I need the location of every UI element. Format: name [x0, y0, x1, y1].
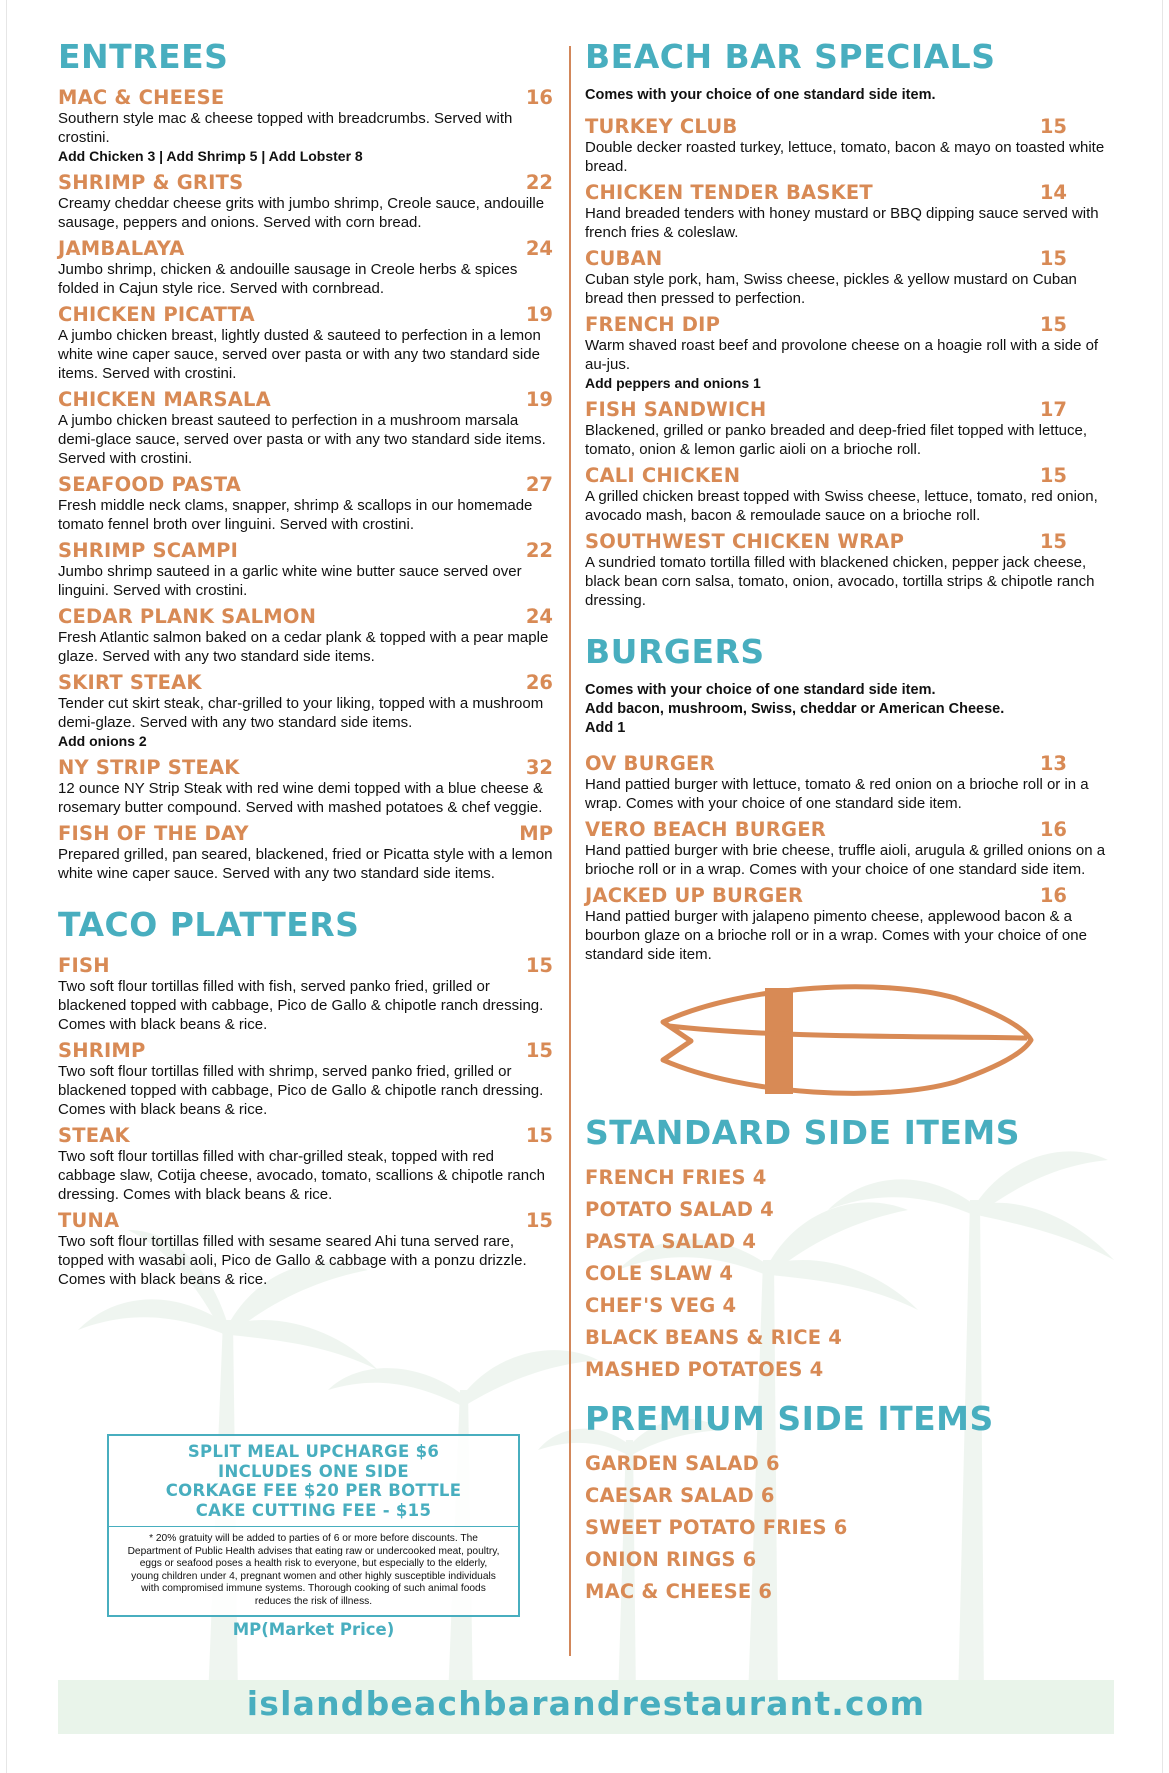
menu-item-price: 24 [525, 236, 553, 260]
menu-item-addon: Add Chicken 3 | Add Shrimp 5 | Add Lobster 8 [58, 147, 363, 164]
menu-item-description: Prepared grilled, pan seared, blackened, fried or Picatta style with a lemon white wine caper sauce. Served with any two standard side items. [58, 845, 553, 882]
menu-item-price: 15 [525, 1123, 553, 1147]
burgers-list [585, 752, 1115, 964]
menu-item-price: 22 [525, 538, 553, 562]
side-item: CHEF'S VEG 4 [585, 1293, 737, 1317]
beach-bar-title: BEACH BAR SPECIALS [585, 37, 996, 76]
menu-item-price: 16 [525, 85, 553, 109]
menu-item-name: SHRIMP SCAMPI [58, 538, 239, 562]
menu-item-header [585, 818, 1115, 841]
menu-item [58, 86, 555, 166]
menu-item-price: 15 [1039, 312, 1067, 336]
menu-item-name: FRENCH DIP [585, 312, 721, 336]
menu-item-description: Warm shaved roast beef and provolone cheese on a hoagie roll with a side of au-jus. [585, 336, 1099, 373]
side-item: POTATO SALAD 4 [585, 1197, 774, 1221]
side-item: GARDEN SALAD 6 [585, 1451, 780, 1475]
menu-item-description: A jumbo chicken breast, lightly dusted & sauteed to perfection in a lemon white wine caper sauce, served over pasta or with any two standard side items. Served with crostini. [58, 326, 541, 382]
menu-item-name: FISH SANDWICH [585, 397, 767, 421]
includes-side-line: INCLUDES ONE SIDE [218, 1461, 409, 1481]
menu-item-description: A jumbo chicken breast sauteed to perfection in a mushroom marsala demi-glace sauce, served over pasta or with any two standard side items. Served with crostini. [58, 411, 546, 467]
menu-item-addon: Add onions 2 [58, 732, 147, 749]
menu-item-price: 17 [1039, 397, 1067, 421]
menu-item-header [585, 884, 1115, 907]
menu-item-price: 19 [525, 387, 553, 411]
health-disclaimer: * 20% gratuity will be added to parties of 6 or more before discounts. The Department of Public Health advises that eating raw or undercooked meat, poultry, eggs or seafood poses a health risk to everyone, but especially to the elderly, young children under 4, pregnant women and other highly susceptible individuals with compromised immune systems. Thorough cooking of such animal foods reduces the risk of illness. [127, 1533, 500, 1607]
menu-item-description: Hand pattied burger with brie cheese, truffle aioli, arugula & grilled onions on a brioche roll or in a wrap. Comes with your choice of one standard side item. [585, 841, 1106, 878]
menu-item-name: CEDAR PLANK SALMON [58, 604, 317, 628]
menu-item-description: Hand pattied burger with jalapeno pimento cheese, applewood bacon & a bourbon glaze on a brioche roll or in a wrap. Comes with your choice of one standard side item. [585, 907, 1087, 963]
menu-item-header [585, 115, 1115, 138]
menu-item-name: TUNA [58, 1208, 120, 1232]
menu-item-price: 15 [1039, 529, 1067, 553]
side-item: COLE SLAW 4 [585, 1261, 734, 1285]
menu-item [58, 605, 555, 666]
info-divider [109, 1526, 518, 1527]
menu-item-price: 32 [525, 755, 553, 779]
menu-item-description: Two soft flour tortillas filled with char-grilled steak, topped with red cabbage slaw, Cotija cheese, avocado, tomato, scallions & chipotle ranch dressing. Comes with black beans & rice. [58, 1147, 545, 1203]
menu-item-header [58, 388, 555, 411]
menu-item [58, 1209, 555, 1289]
menu-item [58, 671, 555, 751]
menu-item-description: Two soft flour tortillas filled with sesame seared Ahi tuna served rare, topped with wasabi aoli, Pico de Gallo & cabbage with a ponzu drizzle. Comes with black beans & rice. [58, 1232, 527, 1288]
side-item: PASTA SALAD 4 [585, 1229, 757, 1253]
menu-item [585, 884, 1115, 964]
menu-item-header [58, 237, 555, 260]
burgers-note-line2: Add bacon, mushroom, Swiss, cheddar or American Cheese. [585, 700, 1005, 717]
menu-item-name: JACKED UP BURGER [585, 883, 804, 907]
menu-item [58, 539, 555, 600]
left-column [58, 38, 555, 1294]
surfboard-icon [655, 982, 1035, 1100]
menu-item-name: CHICKEN MARSALA [58, 387, 271, 411]
menu-item-header [58, 303, 555, 326]
menu-item-name: OV BURGER [585, 751, 715, 775]
menu-item-name: MAC & CHEESE [58, 85, 225, 109]
menu-item [585, 181, 1115, 242]
side-item: CAESAR SALAD 6 [585, 1483, 775, 1507]
menu-item-header [585, 398, 1115, 421]
menu-item [58, 303, 555, 383]
menu-item-name: JAMBALAYA [58, 236, 185, 260]
menu-item-addon: Add peppers and onions 1 [585, 374, 761, 391]
entrees-title: ENTREES [58, 37, 229, 76]
menu-item-description: Southern style mac & cheese topped with breadcrumbs. Served with crostini. [58, 109, 513, 146]
side-item: FRENCH FRIES 4 [585, 1165, 767, 1189]
menu-item [58, 1039, 555, 1119]
menu-item-price: 22 [525, 170, 553, 194]
menu-item [585, 464, 1115, 525]
menu-item-price: 26 [525, 670, 553, 694]
menu-item-description: 12 ounce NY Strip Steak with red wine demi topped with a blue cheese & rosemary butter compound. Served with mashed potatoes & chef veggie. [58, 779, 544, 816]
menu-item [58, 473, 555, 534]
cake-cutting-line: CAKE CUTTING FEE - $15 [195, 1500, 432, 1520]
menu-item [585, 398, 1115, 459]
menu-item-name: SHRIMP [58, 1038, 146, 1062]
menu-item-description: Hand pattied burger with lettuce, tomato & red onion on a brioche roll or in a wrap. Comes with your choice of one standard side item. [585, 775, 1089, 812]
menu-item [585, 313, 1115, 393]
website-link[interactable]: islandbeachbarandrestaurant.com [246, 1684, 926, 1723]
menu-item-description: Two soft flour tortillas filled with fish, served panko fried, grilled or blackened topped with cabbage, Pico de Gallo & chipotle ranch dressing. Comes with black beans & rice. [58, 977, 544, 1033]
menu-item-header [58, 86, 555, 109]
menu-item-name: CHICKEN PICATTA [58, 302, 255, 326]
menu-item [585, 247, 1115, 308]
beach-bar-list [585, 115, 1115, 610]
menu-item-name: TURKEY CLUB [585, 114, 738, 138]
side-item: MASHED POTATOES 4 [585, 1357, 824, 1381]
menu-item-header [58, 671, 555, 694]
menu-item-price: 16 [1039, 883, 1067, 907]
menu-item-header [585, 313, 1115, 336]
menu-item-price: 27 [525, 472, 553, 496]
menu-item-header [58, 539, 555, 562]
menu-item-header [58, 171, 555, 194]
premium-sides-title: PREMIUM SIDE ITEMS [585, 1398, 994, 1438]
entrees-list [58, 86, 555, 883]
burgers-title: BURGERS [585, 631, 765, 671]
menu-item [58, 954, 555, 1034]
burgers-note-line3: Add 1 [585, 719, 626, 736]
menu-item-name: SOUTHWEST CHICKEN WRAP [585, 529, 905, 553]
menu-item-description: Fresh middle neck clams, snapper, shrimp & scallops in our homemade tomato fennel broth over linguini. Served with crostini. [58, 496, 533, 533]
menu-item-name: STEAK [58, 1123, 130, 1147]
menu-item-name: SHRIMP & GRITS [58, 170, 244, 194]
menu-item-header [585, 247, 1115, 270]
menu-item [58, 237, 555, 298]
menu-item [585, 818, 1115, 879]
menu-item-header [58, 473, 555, 496]
tacos-title: TACO PLATTERS [58, 904, 360, 944]
menu-item-description: Tender cut skirt steak, char-grilled to your liking, topped with a mushroom demi-glaze. Served with any two standard side items. [58, 694, 544, 731]
menu-item-name: NY STRIP STEAK [58, 755, 240, 779]
menu-item-name: CALI CHICKEN [585, 463, 741, 487]
menu-item-description: Cuban style pork, ham, Swiss cheese, pickles & yellow mustard on Cuban bread then pressed to perfection. [585, 270, 1077, 307]
menu-item [585, 530, 1115, 610]
side-item: BLACK BEANS & RICE 4 [585, 1325, 843, 1349]
menu-item [58, 171, 555, 232]
menu-item-description: Two soft flour tortillas filled with shrimp, served panko fried, grilled or blackened topped with cabbage, Pico de Gallo & chipotle ranch dressing. Comes with black beans & rice. [58, 1062, 544, 1118]
side-item: SWEET POTATO FRIES 6 [585, 1515, 848, 1539]
menu-item-price: 24 [525, 604, 553, 628]
menu-item-price: 15 [525, 1208, 553, 1232]
menu-item-header [585, 181, 1115, 204]
market-price-note: MP(Market Price) [232, 1620, 395, 1639]
premium-sides-list [585, 1448, 1115, 1608]
side-item: ONION RINGS 6 [585, 1547, 757, 1571]
menu-item-price: 19 [525, 302, 553, 326]
beach-bar-note: Comes with your choice of one standard side item. [585, 86, 936, 103]
corkage-line: CORKAGE FEE $20 PER BOTTLE [165, 1481, 462, 1500]
split-meal-line: SPLIT MEAL UPCHARGE $6 [187, 1442, 440, 1461]
menu-item-name: VERO BEACH BURGER [585, 817, 826, 841]
menu-item-name: SKIRT STEAK [58, 670, 202, 694]
menu-item-description: Jumbo shrimp, chicken & andouille sausage in Creole herbs & spices folded in Cajun style rice. Served with cornbread. [58, 260, 518, 297]
menu-item-price: 13 [1039, 751, 1067, 775]
menu-item-header [58, 954, 555, 977]
menu-item-price: MP [519, 821, 553, 845]
menu-item-description: Jumbo shrimp sauteed in a garlic white wine butter sauce served over linguini. Served with crostini. [58, 562, 522, 599]
menu-item-price: 14 [1039, 180, 1067, 204]
menu-item-header [58, 822, 555, 845]
standard-sides-title: STANDARD SIDE ITEMS [585, 1112, 1021, 1152]
standard-sides-list [585, 1162, 1115, 1386]
menu-item-name: FISH OF THE DAY [58, 821, 249, 845]
menu-item-header [585, 464, 1115, 487]
menu-item-name: SEAFOOD PASTA [58, 472, 242, 496]
menu-item-price: 15 [1039, 246, 1067, 270]
menu-item [585, 115, 1115, 176]
menu-item-header [58, 756, 555, 779]
column-divider [569, 46, 571, 1656]
menu-item-header [58, 1039, 555, 1062]
menu-item-description: Blackened, grilled or panko breaded and deep-fried filet topped with lettuce, tomato, onion & lemon garlic aioli on a brioche roll. [585, 421, 1087, 458]
menu-item-header [58, 1124, 555, 1147]
menu-item-price: 15 [525, 1038, 553, 1062]
menu-item-header [58, 1209, 555, 1232]
menu-item-price: 16 [1039, 817, 1067, 841]
menu-item-description: A sundried tomato tortilla filled with blackened chicken, pepper jack cheese, black bean corn salsa, tomato, onion, avocado, tortilla strips & chipotle ranch dressing. [585, 553, 1095, 609]
menu-item [58, 388, 555, 468]
side-item: MAC & CHEESE 6 [585, 1579, 773, 1603]
right-column [585, 38, 1115, 1622]
menu-item-header [585, 530, 1115, 553]
menu-item-description: Hand breaded tenders with honey mustard or BBQ dipping sauce served with french fries & coleslaw. [585, 204, 1099, 241]
info-box [107, 1434, 520, 1617]
menu-item-description: Creamy cheddar cheese grits with jumbo shrimp, Creole sauce, andouille sausage, peppers and onions. Served with corn bread. [58, 194, 545, 231]
menu-item-name: FISH [58, 953, 110, 977]
menu-item-header [58, 605, 555, 628]
menu-item [58, 1124, 555, 1204]
menu-item-price: 15 [525, 953, 553, 977]
menu-item-header [585, 752, 1115, 775]
tacos-list [58, 954, 555, 1289]
burgers-note [585, 681, 1115, 738]
menu-item [585, 752, 1115, 813]
menu-item-description: Fresh Atlantic salmon baked on a cedar plank & topped with a pear maple glaze. Served with any two standard side items. [58, 628, 549, 665]
menu-item-description: A grilled chicken breast topped with Swiss cheese, lettuce, tomato, red onion, avocado mash, bacon & remoulade sauce on a brioche roll. [585, 487, 1098, 524]
burgers-note-line1: Comes with your choice of one standard side item. [585, 681, 936, 698]
menu-item [58, 756, 555, 817]
menu-item-name: CHICKEN TENDER BASKET [585, 180, 873, 204]
menu-item [58, 822, 555, 883]
menu-item-price: 15 [1039, 463, 1067, 487]
menu-item-price: 15 [1039, 114, 1067, 138]
menu-item-description: Double decker roasted turkey, lettuce, tomato, bacon & mayo on toasted white bread. [585, 138, 1105, 175]
menu-item-name: CUBAN [585, 246, 663, 270]
